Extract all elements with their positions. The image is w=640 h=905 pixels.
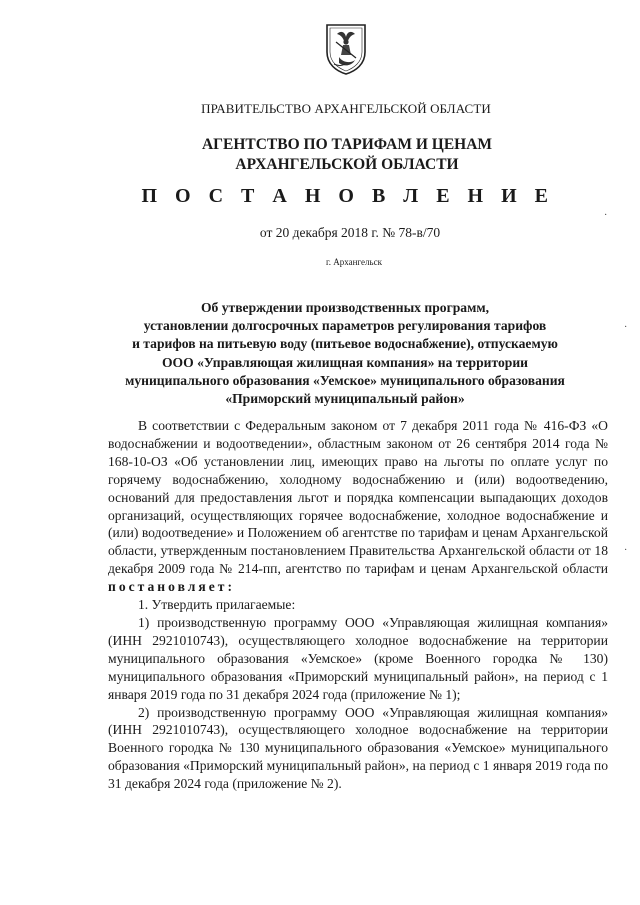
city: г. Архангельск	[326, 257, 382, 267]
preamble-paragraph	[108, 417, 608, 596]
title-line-5: муниципального образования «Уемское» муниципального образования	[125, 372, 565, 388]
title-line-4: ООО «Управляющая жилищная компания» на территории	[161, 354, 529, 370]
document-body	[108, 417, 608, 793]
item-1: 1. Утвердить прилагаемые:	[138, 597, 296, 613]
title-line-6: «Приморский муниципальный район»	[225, 391, 465, 407]
scan-mark: ·	[624, 322, 628, 333]
agency-name	[27, 135, 640, 175]
title-line-3: и тарифов на питьевую воду (питьевое водоснабжение), отпускаемую	[132, 336, 558, 352]
document-type: П О С Т А Н О В Л Е Н И Е	[141, 185, 555, 207]
agency-line-2: АРХАНГЕЛЬСКОЙ ОБЛАСТИ	[235, 156, 459, 173]
title-line-2: установлении долгосрочных параметров регулирования тарифов	[143, 318, 547, 334]
scan-mark: ·	[624, 545, 628, 556]
item-1-2: 2) производственную программу ООО «Управляющая жилищная компания» (ИНН 2921010743), осуществляющего холодное водоснабжение на территории Военного городка № 130 муниципального образования «Уемское» муниципального образования «Приморский муниципальный район», на период с 1 января 2019 года по 31 декабря 2024 года (приложение № 2).	[108, 704, 608, 792]
document-title	[25, 299, 640, 408]
scan-mark: ·	[604, 210, 608, 221]
preamble-text: В соответствии с Федеральным законом от 7 декабря 2011 года № 416-ФЗ «О водоснабжении и водоотведении», областным законом от 26 сентября 2014 года № 168-10-ОЗ «Об установлении лиц, имеющих право на льготы по оплате услуг по горячему водоснабжению, холодному водоснабжению и (или) водоотведению, оснований для предоставления льгот и порядка компенсации выпадающих доходов организаций, осуществляющих горячее водоснабжение, холодное водоснабжение и (или) водоотведение» и Положением об агентстве по тарифам и ценам Архангельской области, утвержденным постановлением Правительства Архангельской области от 18 декабря 2009 года № 214-пп, агентство по тарифам и ценам Архангельской области	[108, 418, 608, 577]
item-1-1: 1) производственную программу ООО «Управляющая жилищная компания» (ИНН 2921010743), осуществляющего холодное водоснабжение на территории муниципального образования «Уемское» (кроме Военного городка № 130) муниципального образования «Приморский муниципальный район», на период с 1 января 2019 года по 31 декабря 2024 года (приложение № 1);	[108, 614, 608, 702]
agency-line-1: АГЕНТСТВО ПО ТАРИФАМ И ЦЕНАМ	[201, 136, 493, 153]
title-line-1: Об утверждении производственных программ,	[200, 300, 490, 315]
coat-of-arms-archangel-icon	[324, 22, 368, 76]
government-name: ПРАВИТЕЛЬСТВО АРХАНГЕЛЬСКОЙ ОБЛАСТИ	[201, 101, 491, 116]
resolves-keyword: постановляет:	[108, 579, 235, 595]
date-number: от 20 декабря 2018 г. № 78-в/70	[259, 225, 441, 240]
